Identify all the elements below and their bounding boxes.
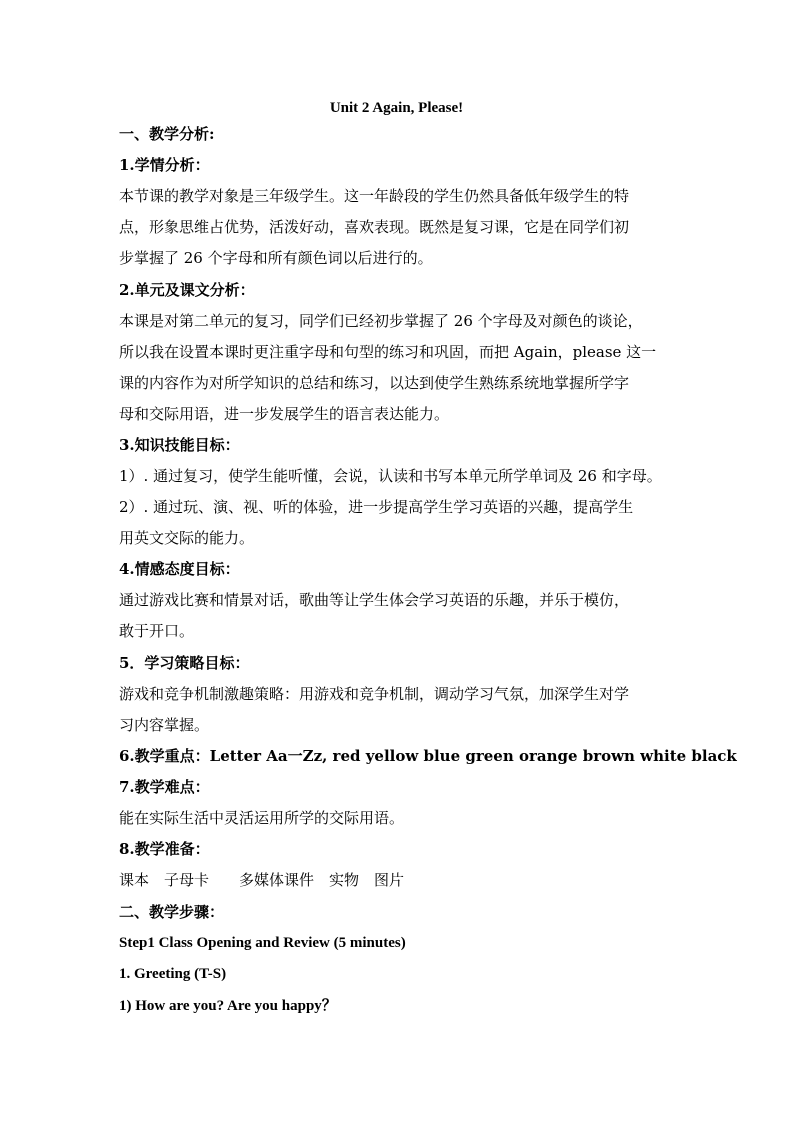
subheading-unit-analysis: 2.单元及课文分析： — [119, 281, 255, 299]
subheading-attitude-goals: 4.情感态度目标： — [119, 560, 240, 578]
paragraph-line: 敢于开口。 — [119, 622, 195, 640]
paragraph-line: 母和交际用语，进一步发展学生的语言表达能力。 — [119, 405, 450, 423]
paragraph-line: 游戏和竞争机制激趣策略：用游戏和竞争机制，调动学习气氛，加深学生对学 — [119, 685, 630, 703]
section-heading-steps: 二、教学步骤： — [119, 903, 225, 921]
section-heading-analysis: 一、教学分析: — [119, 125, 215, 143]
paragraph-line: 点，形象思维占优势，活泼好动，喜欢表现。既然是复习课，它是在同学们初 — [119, 218, 630, 236]
paragraph-line: 用英文交际的能力。 — [119, 529, 255, 547]
paragraph-line: 本课是对第二单元的复习，同学们已经初步掌握了 26 个字母及对颜色的谈论， — [119, 312, 643, 330]
paragraph-line: 习内容掌握。 — [119, 716, 210, 734]
paragraph-line: 能在实际生活中灵活运用所学的交际用语。 — [119, 809, 405, 827]
subheading-student-analysis: 1.学情分析： — [119, 156, 210, 174]
subheading-strategy-goals: 5．学习策略目标： — [119, 654, 250, 672]
step-heading: Step1 Class Opening and Review (5 minutes) — [119, 935, 406, 951]
paragraph-line: 通过游戏比赛和情景对话，歌曲等让学生体会学习英语的乐趣，并乐于模仿， — [119, 591, 630, 609]
step-subitem: 1) How are you? Are you happy？ — [119, 998, 337, 1014]
document-title: Unit 2 Again, Please! — [329, 100, 464, 116]
paragraph-line: 课的内容作为对所学知识的总结和练习，以达到使学生熟练系统地掌握所学字 — [119, 374, 630, 392]
step-item: 1. Greeting (T-S) — [119, 966, 227, 982]
paragraph-line: 步掌握了 26 个字母和所有颜色词以后进行的。 — [119, 249, 433, 267]
paragraph-line: 所以我在设置本课时更注重字母和句型的练习和巩固，而把 Again，please 这一 — [119, 343, 657, 361]
subheading-key-points: 6.教学重点：Letter Aa一Zz, red yellow blue green orange brown white black — [119, 747, 737, 765]
subheading-preparation: 8.教学准备： — [119, 840, 210, 858]
paragraph-line: 课本 子母卡 多媒体课件 实物 图片 — [119, 871, 405, 889]
paragraph-line: 本节课的教学对象是三年级学生。这一年龄段的学生仍然具备低年级学生的特 — [119, 187, 630, 205]
paragraph-line: 1）. 通过复习，使学生能听懂，会说，认读和书写本单元所学单词及 26 和字母。 — [119, 467, 662, 485]
subheading-knowledge-goals: 3.知识技能目标： — [119, 436, 240, 454]
subheading-difficulties: 7.教学难点： — [119, 778, 210, 796]
paragraph-line: 2）. 通过玩、演、视、听的体验，进一步提高学生学习英语的兴趣，提高学生 — [119, 498, 634, 516]
